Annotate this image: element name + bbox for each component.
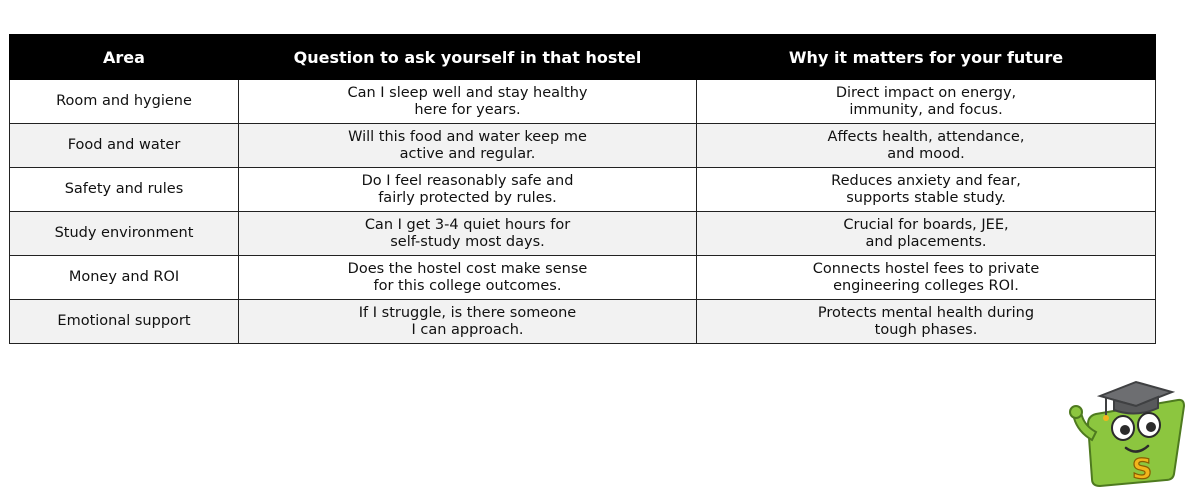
cell-why: Reduces anxiety and fear, supports stable study. xyxy=(697,168,1156,212)
cell-why: Connects hostel fees to private engineering colleges ROI. xyxy=(697,256,1156,300)
cell-question: Will this food and water keep me active and regular. xyxy=(239,124,697,168)
header-area: Area xyxy=(10,35,239,80)
mascot-letter: S xyxy=(1132,452,1153,485)
cell-question: If I struggle, is there someone I can approach. xyxy=(239,300,697,344)
table-row xyxy=(10,212,1156,256)
cell-area: Money and ROI xyxy=(10,256,239,300)
table-row xyxy=(10,168,1156,212)
cell-why: Protects mental health during tough phases. xyxy=(697,300,1156,344)
cell-why: Crucial for boards, JEE, and placements. xyxy=(697,212,1156,256)
cell-why: Affects health, attendance, and mood. xyxy=(697,124,1156,168)
mascot-pupil-left xyxy=(1120,425,1130,435)
header-why: Why it matters for your future xyxy=(697,35,1156,80)
cell-question: Can I get 3-4 quiet hours for self-study most days. xyxy=(239,212,697,256)
header-question: Question to ask yourself in that hostel xyxy=(239,35,697,80)
table-row xyxy=(10,124,1156,168)
table-row xyxy=(10,80,1156,124)
cell-area: Study environment xyxy=(10,212,239,256)
cell-area: Food and water xyxy=(10,124,239,168)
mascot-tassel-end xyxy=(1103,415,1109,421)
graduate-mascot-icon xyxy=(1066,362,1190,490)
cell-question: Do I feel reasonably safe and fairly protected by rules. xyxy=(239,168,697,212)
table-header-row xyxy=(10,35,1156,80)
cell-question: Can I sleep well and stay healthy here for years. xyxy=(239,80,697,124)
table-row xyxy=(10,256,1156,300)
cell-area: Safety and rules xyxy=(10,168,239,212)
cell-area: Emotional support xyxy=(10,300,239,344)
hostel-checklist-table xyxy=(9,34,1156,344)
mascot-pupil-right xyxy=(1146,422,1156,432)
cell-why: Direct impact on energy, immunity, and focus. xyxy=(697,80,1156,124)
cell-area: Room and hygiene xyxy=(10,80,239,124)
table-row xyxy=(10,300,1156,344)
mascot-hand xyxy=(1070,406,1082,418)
cell-question: Does the hostel cost make sense for this college outcomes. xyxy=(239,256,697,300)
